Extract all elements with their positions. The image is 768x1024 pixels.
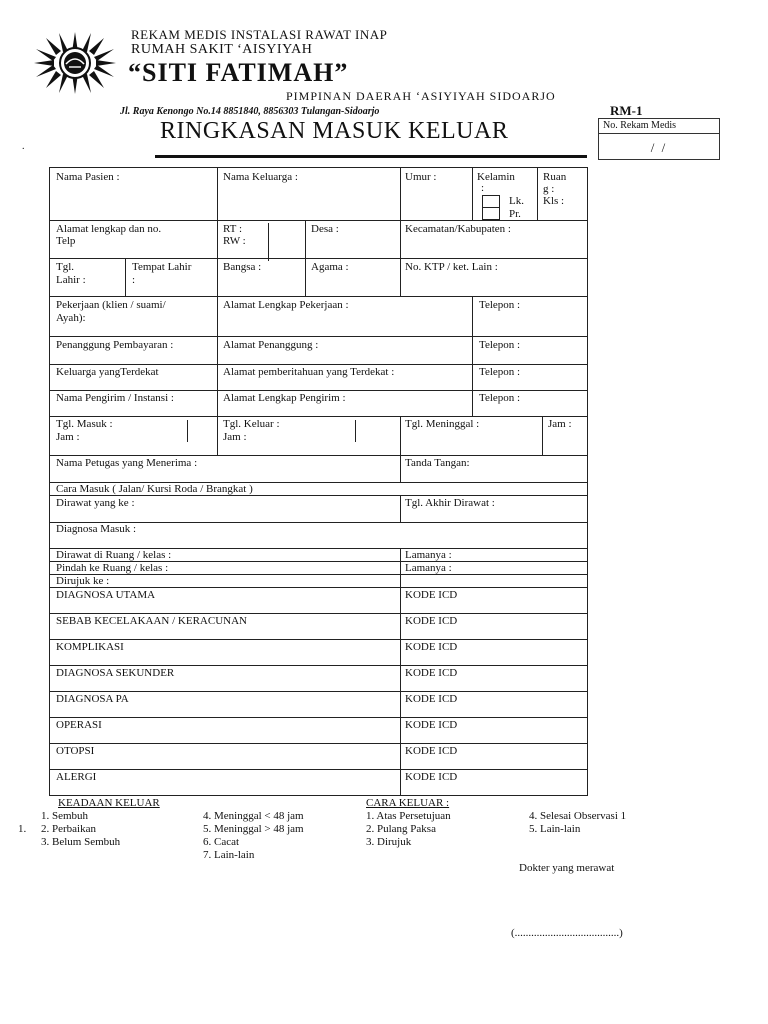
lk-label: Lk. (509, 195, 524, 207)
cara-item: 2. Pulang Paksa (366, 823, 436, 835)
lamanya-label: Lamanya : (405, 562, 452, 574)
agama-label: Agama : (311, 261, 349, 273)
rm-number-box[interactable] (598, 118, 720, 160)
rw-label: RW : (223, 235, 246, 247)
dirawat-ke-label: Dirawat yang ke : (56, 497, 135, 509)
lamanya-label: Lamanya : (405, 549, 452, 561)
rm-number-value: / / (650, 140, 668, 155)
tempat-lahir-label: Tempat Lahir (132, 261, 192, 273)
stray-number: 1. (18, 823, 27, 835)
kode-icd-label: KODE ICD (405, 745, 458, 757)
tgl-masuk-label: Tgl. Masuk : (56, 418, 113, 430)
keadaan-item: 7. Lain-lain (203, 849, 255, 861)
keadaan-item: 6. Cacat (203, 836, 240, 848)
diagnosis-label: SEBAB KECELAKAAN / KERACUNAN (56, 615, 247, 627)
jam-masuk-label: Jam : (56, 431, 80, 443)
checkbox-pr[interactable] (482, 207, 500, 220)
tgl-keluar-label: Tgl. Keluar : (223, 418, 280, 430)
alamat-penanggung-label: Alamat Penanggung : (223, 339, 319, 351)
nama-keluarga-label: Nama Keluarga : (223, 171, 298, 183)
keadaan-item: 5. Meninggal > 48 jam (203, 823, 304, 835)
kode-icd-label: KODE ICD (405, 589, 458, 601)
kode-icd-label: KODE ICD (405, 771, 458, 783)
telepon-label: Telepon : (479, 366, 521, 378)
kode-icd-label: KODE ICD (405, 667, 458, 679)
header-line4: PIMPINAN DAERAH ‘ASIYIYAH SIDOARJO (286, 89, 556, 103)
alamat-label-2: Telp (56, 235, 76, 247)
cara-masuk-label: Cara Masuk ( Jalan/ Kursi Roda / Brangkat ) (56, 483, 253, 495)
header-line2: RUMAH SAKIT ‘AISYIYAH (131, 42, 313, 57)
pr-label: Pr. (509, 208, 521, 220)
dokter-label: Dokter yang merawat (519, 862, 615, 874)
diagnosis-label: DIAGNOSA SEKUNDER (56, 667, 175, 679)
diagnosa-masuk-label: Diagnosa Masuk : (56, 523, 137, 535)
tgl-meninggal-label: Tgl. Meninggal : (405, 418, 480, 430)
rt-label: RT : (223, 223, 243, 235)
jam-meninggal-label: Jam : (548, 418, 572, 430)
dirawat-ruang-label: Dirawat di Ruang / kelas : (56, 549, 172, 561)
stray-dot: . (22, 141, 25, 152)
kode-icd-label: KODE ICD (405, 719, 458, 731)
header-line1: REKAM MEDIS INSTALASI RAWAT INAP (131, 27, 388, 42)
muhammadiyah-logo-icon (32, 30, 118, 96)
telepon-label: Telepon : (479, 392, 521, 404)
pekerjaan-label: Pekerjaan (klien / suami/ (56, 299, 166, 311)
rm-number-label: No. Rekam Medis (599, 119, 719, 134)
cara-item: 5. Lain-lain (529, 823, 581, 835)
pindah-ruang-label: Pindah ke Ruang / kelas : (56, 562, 169, 574)
diagnosis-label: ALERGI (56, 771, 97, 783)
keadaan-item: 3. Belum Sembuh (41, 836, 121, 848)
keadaan-item: 4. Meninggal < 48 jam (203, 810, 304, 822)
diagnosis-label: KOMPLIKASI (56, 641, 124, 653)
form-code: RM-1 (610, 103, 643, 118)
bangsa-label: Bangsa : (223, 261, 262, 273)
cara-item: 1. Atas Persetujuan (366, 810, 451, 822)
diagnosis-label: DIAGNOSA PA (56, 693, 129, 705)
dirujuk-label: Dirujuk ke : (56, 575, 110, 587)
cara-keluar-title: CARA KELUAR : (366, 797, 450, 809)
keluarga-terdekat-label: Keluarga yangTerdekat (56, 366, 159, 378)
petugas-label: Nama Petugas yang Menerima : (56, 457, 198, 469)
diagnosis-label: OTOPSI (56, 745, 95, 757)
hospital-name: “SITI FATIMAH” (128, 58, 349, 87)
ruang-label-2: g : (543, 183, 555, 195)
page-title: RINGKASAN MASUK KELUAR (160, 118, 509, 144)
telepon-label: Telepon : (479, 299, 521, 311)
cara-item: 3. Dirujuk (366, 836, 412, 848)
keadaan-item: 2. Perbaikan (41, 823, 96, 835)
alamat-pekerjaan-label: Alamat Lengkap Pekerjaan : (223, 299, 349, 311)
kelamin-colon: : (481, 182, 485, 194)
kode-icd-label: KODE ICD (405, 641, 458, 653)
keadaan-item: 1. Sembuh (41, 810, 89, 822)
tgl-lahir-label-2: Lahir : (56, 274, 86, 286)
penanggung-label: Penanggung Pembayaran : (56, 339, 174, 351)
kode-icd-label: KODE ICD (405, 693, 458, 705)
alamat-pengirim-label: Alamat Lengkap Pengirim : (223, 392, 346, 404)
kls-label: Kls : (543, 195, 565, 207)
kelamin-label: Kelamin (477, 171, 515, 183)
tgl-akhir-label: Tgl. Akhir Dirawat : (405, 497, 495, 509)
keadaan-keluar-title: KEADAAN KELUAR (58, 797, 160, 809)
kecamatan-label: Kecamatan/Kabupaten : (405, 223, 511, 235)
telepon-label: Telepon : (479, 339, 521, 351)
tempat-lahir-colon: : (132, 274, 136, 286)
desa-label: Desa : (311, 223, 339, 235)
nama-pasien-label: Nama Pasien : (56, 171, 120, 183)
form-table (49, 167, 588, 796)
kode-icd-label: KODE ICD (405, 615, 458, 627)
pengirim-label: Nama Pengirim / Instansi : (56, 392, 174, 404)
jam-keluar-label: Jam : (223, 431, 247, 443)
cara-item: 4. Selesai Observasi 1 (529, 810, 627, 822)
pekerjaan-label-2: Ayah): (56, 312, 86, 324)
alamat-label: Alamat lengkap dan no. (56, 223, 162, 235)
tanda-tangan-label: Tanda Tangan: (405, 457, 470, 469)
ktp-label: No. KTP / ket. Lain : (405, 261, 498, 273)
alamat-terdekat-label: Alamat pemberitahuan yang Terdekat : (223, 366, 395, 378)
title-rule (155, 155, 587, 158)
ruang-label: Ruan (543, 171, 567, 183)
signature-line[interactable]: (......................................) (511, 927, 623, 939)
diagnosis-label: OPERASI (56, 719, 102, 731)
umur-label: Umur : (405, 171, 437, 183)
header-address: Jl. Raya Kenongo No.14 8851840, 8856303 Tulangan-Sidoarjo (120, 106, 380, 117)
tgl-lahir-label: Tgl. (56, 261, 75, 273)
diagnosis-label: DIAGNOSA UTAMA (56, 589, 156, 601)
